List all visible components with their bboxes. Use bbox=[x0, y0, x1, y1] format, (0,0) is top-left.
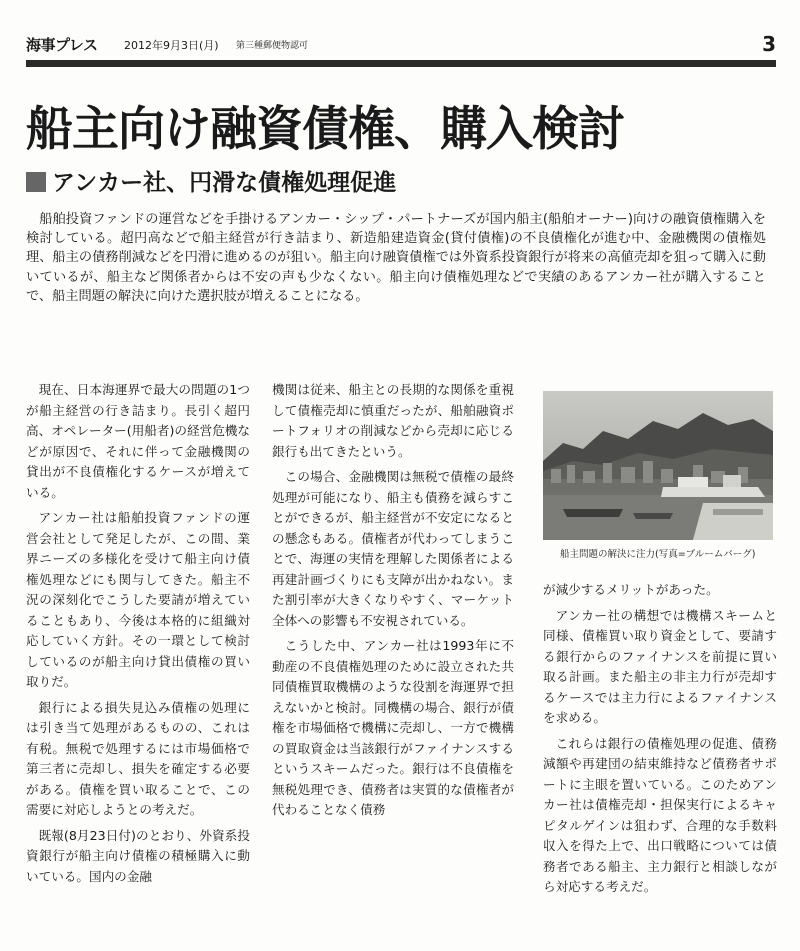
masthead bbox=[26, 34, 776, 56]
body-paragraph: これらは銀行の債権処理の促進、債務減額や再建団の結束維持など債務者サポートに主眼を置いている。このためアンカー社は債権売却・担保実行によるキャピタルゲインは狙わず、合理的な手数料収入を得た上で、出口戦略については債務者である船主、主力銀行と相談しながら対応する考えだ。 bbox=[543, 735, 777, 894]
body-paragraph: 銀行による損失見込み債権の処理には引き当て処理があるものの、これは有税。無税で処理するには市場価格で第三者に売却し、損失を確定する必要がある。債権を買い取ることで、この需要に対応しようとの考えだ。 bbox=[26, 699, 250, 817]
article-headline: 船主向け融資債権、購入検討 bbox=[26, 102, 624, 157]
postal-note: 第三種郵便物認可 bbox=[236, 41, 309, 51]
body-paragraph: こうした中、アンカー社は1993年に不動産の不良債権処理のために設立された共同債権買取機構のような役割を海運界で担えないかと検討。同機構の場合、銀行が債権を市場価格で機構に売却し、一方で機構の買取資金は当該銀行がファイナンスするというスキームだった。銀行は不良債権を無税処理でき、債務者は実質的な債権者が代わることなく債務 bbox=[272, 638, 514, 817]
harbor-photo bbox=[543, 391, 773, 540]
body-paragraph-continued: が減少するメリットがあった。 bbox=[543, 582, 719, 597]
body-column-3 bbox=[543, 580, 777, 951]
body-paragraph-continued: 機関は従来、船主との長期的な関係を重視して債権売却に慎重だったが、船舶融資ポートフォリオの削減などから売却に応じる銀行も出てきたという。 bbox=[272, 382, 514, 459]
page-number: 3 bbox=[762, 32, 776, 56]
body-paragraph: アンカー社の構想では機構スキームと同様、債権買い取り資金として、要請する銀行からのファイナンスを前提に買い取る計画。また船主の非主力行が売却するケースでは主力行によるファイナンスを求める。 bbox=[543, 607, 777, 725]
square-bullet-icon bbox=[26, 172, 46, 192]
issue-date: 2012年9月3日(月) bbox=[124, 39, 219, 52]
photo-caption: 船主問題の解決に注力(写真=ブルームバーグ) bbox=[560, 549, 756, 560]
subheadline-text: アンカー社、円滑な債権処理促進 bbox=[52, 170, 397, 196]
body-paragraph: 現在、日本海運界で最大の問題の1つが船主経営の行き詰まり。長引く超円高、オペレーター(用船者)の経営危機などが原因で、それに伴って金融機関の貸出が不良債権化するケースが増えている。 bbox=[26, 382, 250, 500]
body-column-1 bbox=[26, 380, 250, 951]
masthead-rule bbox=[26, 60, 776, 67]
body-column-2 bbox=[272, 380, 514, 951]
lead-paragraph: 船舶投資ファンドの運営などを手掛けるアンカー・シップ・パートナーズが国内船主(船舶オーナー)向けの融資債権購入を検討している。超円高などで船主経営が行き詰まり、新造船建造資金(貸付債権)の不良債権化が進む中、金融機関の債権処理、船主の債務削減などを円滑に進めるのが狙い。船主向け融資債権では外資系投資銀行が将来の高値売却を狙って購入に動いているが、船主など関係者からは不安の声も少なくない。船主向け債権処理などで実績のあるアンカー社が購入することで、船主問題の解決に向けた選択肢が増えることになる。 bbox=[26, 212, 766, 304]
paper-name: 海事プレス bbox=[26, 36, 98, 54]
body-paragraph: 既報(8月23日付)のとおり、外資系投資銀行が船主向け債権の積極購入に動いている。国内の金融 bbox=[26, 827, 250, 884]
body-paragraph: アンカー社は船舶投資ファンドの運営会社として発足したが、この間、業界ニーズの多様化を受けて船主向け債権処理などにも関与してきた。船主不況の深刻化でこうした要請が増えていることもあり、今後は本格的に組織対応していく方針。その一環として検討しているのが船主向け貸出債権の買い取りだ。 bbox=[26, 510, 250, 689]
body-paragraph: この場合、金融機関は無税で債権の最終処理が可能になり、船主も債務を減らすことができるが、船主経営が不安定になるとの懸念もある。債権者が代わってしまうことで、海運の実情を理解した関係者による再建計画づくりにも支障が出かねない。また割引率が大きくなりやすく、マーケット全体への影響も不安視されている。 bbox=[272, 469, 514, 628]
article-subheadline bbox=[26, 172, 396, 195]
